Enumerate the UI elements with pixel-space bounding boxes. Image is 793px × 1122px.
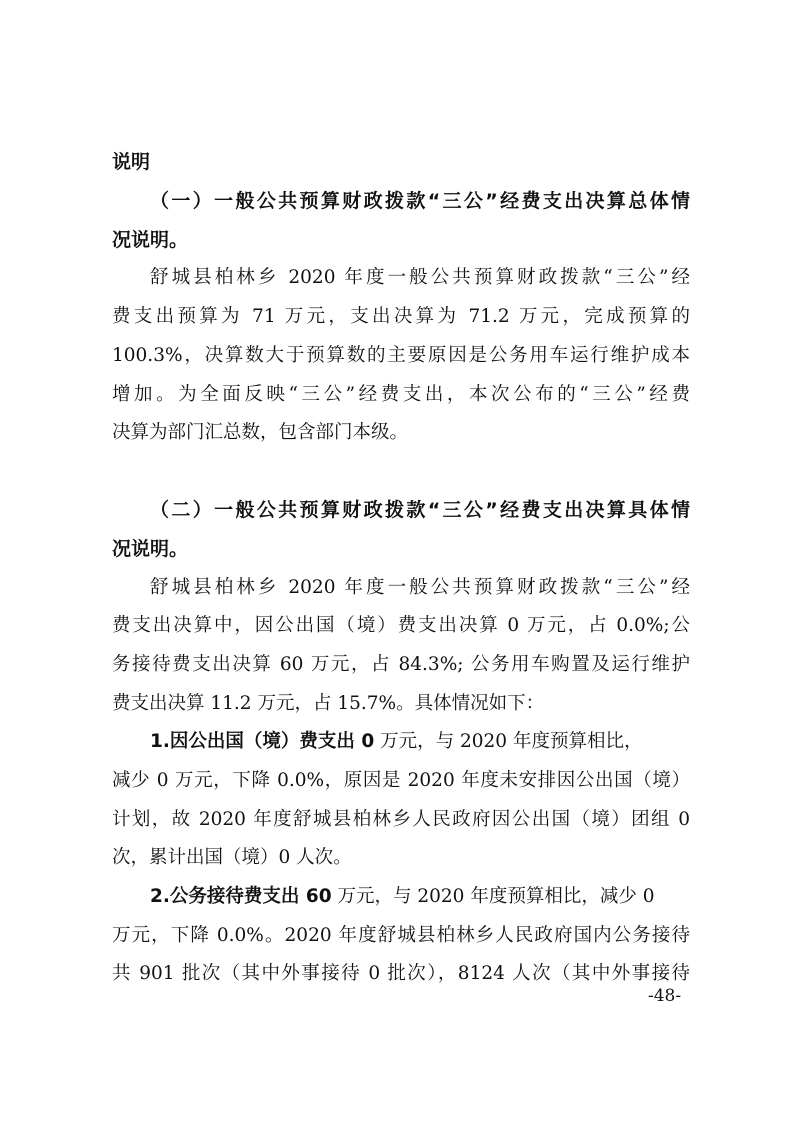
item2-rest: 万元，与 2020 年度预算相比，减少 0 (331, 886, 655, 907)
section1-para-line: 决算为部门汇总数，包含部门本级。 (112, 422, 409, 443)
item2-bold-lead: 2.公务接待费支出 60 (150, 886, 332, 907)
item1-line: 次，累计出国（境）0 人次。 (112, 847, 352, 868)
section1-para-line: 费支出预算为 71 万元，支出决算为 71.2 万元，完成预算的 (112, 306, 690, 327)
item2-line: 共 901 批次（其中外事接待 0 批次），8124 人次（其中外事接待 (112, 963, 690, 984)
section2-para-line: 舒城县柏林乡 2020 年度一般公共预算财政拨款“三公”经 (150, 577, 690, 598)
intro-word: 说明 (112, 151, 151, 173)
page-number: -48- (648, 986, 682, 1006)
section1-heading-line1: （一）一般公共预算财政拨款“三公”经费支出决算总体情 (150, 190, 690, 212)
item1-line: 减少 0 万元，下降 0.0%，原因是 2020 年度未安排因公出国（境） (112, 770, 690, 791)
section2-heading-line2: 况说明。 (112, 538, 189, 560)
section1-para-line: 增加。为全面反映“三公”经费支出，本次公布的“三公”经费 (112, 384, 690, 405)
section1-para-line: 100.3%，决算数大于预算数的主要原因是公务用车运行维护成本 (112, 345, 690, 366)
item2-first-line (150, 882, 690, 912)
section2-para-line: 务接待费支出决算 60 万元，占 84.3%; 公务用车购置及运行维护 (112, 654, 690, 675)
item1-rest: 万元，与 2020 年度预算相比， (374, 731, 643, 752)
section1-heading-line2: 况说明。 (112, 229, 189, 251)
section1-para-line: 舒城县柏林乡 2020 年度一般公共预算财政拨款“三公”经 (150, 267, 690, 288)
item1-line: 计划，故 2020 年度舒城县柏林乡人民政府因公出国（境）团组 0 (112, 809, 690, 830)
item1-first-line (150, 727, 690, 757)
section2-para-line: 费支出决算 11.2 万元，占 15.7%。具体情况如下： (112, 693, 545, 714)
item2-line: 万元，下降 0.0%。2020 年度舒城县柏林乡人民政府国内公务接待 (112, 925, 690, 946)
section2-heading-line1: （二）一般公共预算财政拨款“三公”经费支出决算具体情 (150, 499, 690, 521)
item1-bold-lead: 1.因公出国（境）费支出 0 (150, 731, 375, 752)
section2-para-line: 费支出决算中，因公出国（境）费支出决算 0 万元，占 0.0%;公 (112, 615, 690, 636)
